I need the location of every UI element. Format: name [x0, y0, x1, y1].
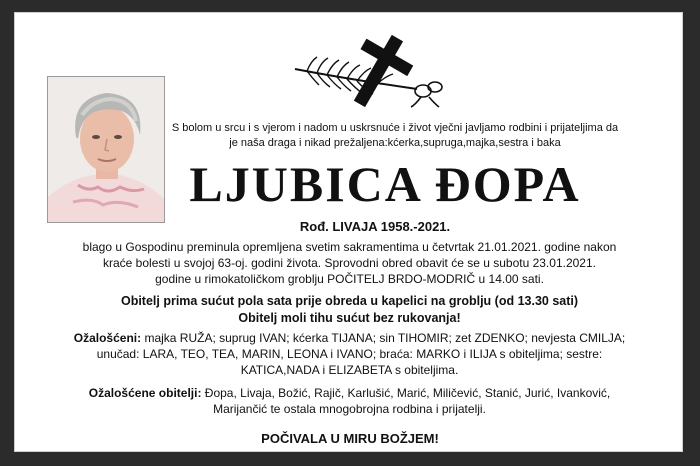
families-label: Ožalošćene obitelji: [88, 386, 202, 400]
condolence-line-2: Obitelj moli tihu sućut bez rukovanja! [238, 311, 461, 325]
cross-icon [287, 31, 447, 109]
families-line-1: Ožalošćene obitelji: Đopa, Livaja, Božić, Rajič, Karlušić, Marić, Miličević, Stanić, Jurić, Ivanković, [88, 386, 611, 400]
mourners-line-2: unučad: LARA, TEO, TEA, MARIN, LEONA i IVANO; braća: MARKO i ILIJA s obiteljima; sestre: [96, 347, 603, 361]
obituary-card [14, 12, 683, 452]
condolence-text [25, 293, 674, 327]
mourners-line-1: Ožalošćeni: majka RUŽA; suprug IVAN; kćerka TIJANA; sin TIHOMIR; zet ZDENKO; nevjesta CMILJA; [73, 331, 626, 345]
announcement-text [25, 239, 674, 287]
announcement-line-2: kraće bolesti u svojoj 63-oj. godini života. Sprovodni obred obavit će se u subotu 23.01.2021. [103, 256, 596, 270]
intro-line-2: je naša draga i nikad prežaljena:kćerka,supruga,majka,sestra i baka [229, 137, 561, 149]
announcement-line-1: blago u Gospodinu preminula opremljena svetim sakramentima u četvrtak 21.01.2021. godine nakon [82, 240, 617, 254]
families-text [25, 385, 674, 417]
intro-line-1: S bolom u srcu i s vjerom i nadom u uskrsnuće i život vječni javljamo rodbini i prijateljima da [171, 122, 619, 134]
mourners-label: Ožalošćeni: [73, 331, 142, 345]
intro-text [135, 121, 655, 151]
announcement-line-3: godine u rimokatoličkom groblju POČITELJ BRDO-MODRIČ u 14.00 sati. [155, 272, 544, 286]
deceased-name: LJUBICA ĐOPA [189, 156, 581, 212]
mourners-line-3: KATICA,NADA i ELIZABETA s obiteljima. [240, 363, 459, 377]
closing-text: POČIVALA U MIRU BOŽJEM! [261, 431, 439, 446]
families-line-2: Marijančić te ostala mnogobrojna rodbina i prijatelji. [213, 402, 486, 416]
birth-info: Rođ. LIVAJA 1958.-2021. [299, 219, 451, 234]
condolence-line-1: Obitelj prima sućut pola sata prije obreda u kapelici na groblju (od 13.30 sati) [120, 294, 579, 308]
mourners-text [25, 330, 674, 378]
